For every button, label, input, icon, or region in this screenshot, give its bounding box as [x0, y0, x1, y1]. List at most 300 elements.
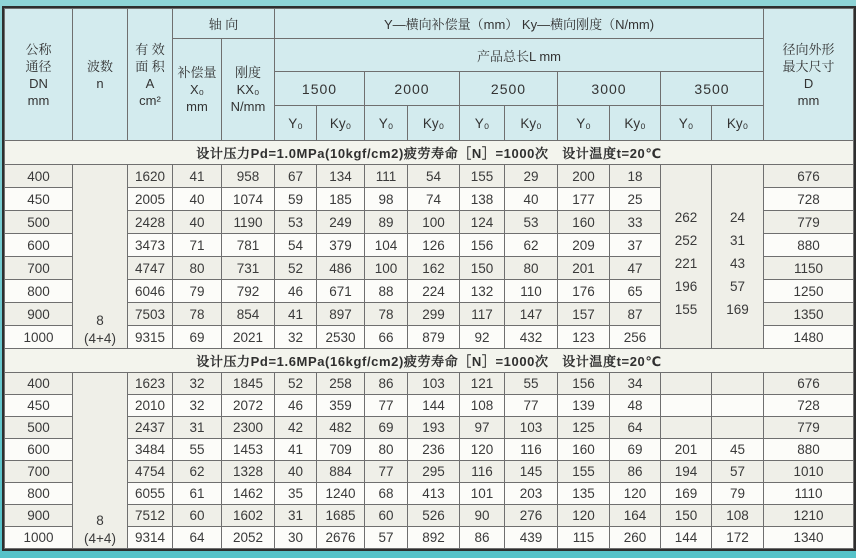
- cell-dn: 600: [5, 439, 73, 461]
- table-row: [5, 165, 854, 188]
- table-row: [5, 417, 854, 439]
- cell-y0-1500: 59: [275, 188, 317, 211]
- cell-y0-3000: 125: [558, 417, 610, 439]
- cell-ky0-2500: 62: [505, 234, 558, 257]
- cell-ky0-2500: 439: [505, 527, 558, 549]
- cell-d: 880: [764, 234, 854, 257]
- cell-ky0-3000: 86: [610, 461, 661, 483]
- cell-ky0-1500: 359: [317, 395, 365, 417]
- cell-y0-3500: 194: [661, 461, 712, 483]
- table-row: [5, 483, 854, 505]
- header-text: KX₀: [236, 82, 260, 97]
- cell-y0-3000: 139: [558, 395, 610, 417]
- cell-a: 3473: [128, 234, 173, 257]
- cell-ky0-3000: 18: [610, 165, 661, 188]
- cell-ky0-2000: 74: [408, 188, 460, 211]
- cell-ky0-3000: 65: [610, 280, 661, 303]
- cell-a: 2428: [128, 211, 173, 234]
- cell-ky0-2500: 77: [505, 395, 558, 417]
- floating-value: 196: [674, 279, 698, 294]
- cell-dn: 900: [5, 303, 73, 326]
- table-row: [5, 527, 854, 549]
- cell-x0: 71: [173, 234, 222, 257]
- cell-d: 728: [764, 395, 854, 417]
- cell-y0-3000: 135: [558, 483, 610, 505]
- cell-ky0-1500: 482: [317, 417, 365, 439]
- cell-ky0-2000: 162: [408, 257, 460, 280]
- header-text: DN: [29, 75, 48, 91]
- cell-y0-2500: 150: [460, 257, 505, 280]
- cell-kx0: 1074: [222, 188, 275, 211]
- cell-ky0-1500: 2530: [317, 326, 365, 349]
- floating-value: 252: [674, 233, 698, 248]
- cell-ky0-3500: 79: [712, 483, 764, 505]
- cell-ky0-2500: 29: [505, 165, 558, 188]
- cell-kx0: 731: [222, 257, 275, 280]
- cell-y0-1500: 30: [275, 527, 317, 549]
- cell-x0: 40: [173, 211, 222, 234]
- cell-d: 1350: [764, 303, 854, 326]
- wave-count-cell: [73, 373, 128, 549]
- cell-y0-1500: 40: [275, 461, 317, 483]
- cell-y0-2500: 116: [460, 461, 505, 483]
- cell-ky0-1500: 185: [317, 188, 365, 211]
- header-text: mm: [27, 92, 50, 108]
- cell-ky0-1500: 2676: [317, 527, 365, 549]
- cell-y0-3000: 120: [558, 505, 610, 527]
- cell-y0-3000: 200: [558, 165, 610, 188]
- cell-x0: 60: [173, 505, 222, 527]
- cell-y0-1500: 42: [275, 417, 317, 439]
- cell-y0-3000: 156: [558, 373, 610, 395]
- floating-values: [712, 206, 763, 348]
- cell-ky0-2500: 147: [505, 303, 558, 326]
- cell-y0-2000: 68: [365, 483, 408, 505]
- cell-dn: 450: [5, 395, 73, 417]
- floating-value: 262: [674, 210, 698, 225]
- length-header-3000: 3000: [558, 72, 661, 106]
- cell-ky0-3000: 47: [610, 257, 661, 280]
- wave-count-line: 8: [96, 313, 104, 328]
- table-body: [5, 141, 854, 549]
- cell-ky0-3000: 120: [610, 483, 661, 505]
- floating-values: [661, 206, 711, 348]
- cell-x0: 64: [173, 527, 222, 549]
- cell-a: 4754: [128, 461, 173, 483]
- cell-a: 1623: [128, 373, 173, 395]
- cell-d: 779: [764, 417, 854, 439]
- cell-y0-2500: 101: [460, 483, 505, 505]
- cell-ky0-3500-merged: [712, 165, 764, 349]
- subcol-ky0: Ky₀: [712, 106, 764, 141]
- cell-ky0-1500: 258: [317, 373, 365, 395]
- cell-ky0-2500: 53: [505, 211, 558, 234]
- cell-ky0-1500: 709: [317, 439, 365, 461]
- cell-ky0-2500: 203: [505, 483, 558, 505]
- cell-ky0-3000: 34: [610, 373, 661, 395]
- cell-ky0-3000: 164: [610, 505, 661, 527]
- cell-x0: 55: [173, 439, 222, 461]
- floating-value: 24: [729, 210, 746, 225]
- floating-value: 169: [726, 302, 749, 317]
- cell-d: 779: [764, 211, 854, 234]
- cell-y0-2500: 156: [460, 234, 505, 257]
- floating-value: 43: [729, 256, 746, 271]
- cell-y0-3000: 201: [558, 257, 610, 280]
- cell-kx0: 2300: [222, 417, 275, 439]
- header-text: mm: [797, 92, 820, 108]
- header-text: n: [96, 75, 104, 91]
- cell-ky0-3000: 25: [610, 188, 661, 211]
- cell-x0: 78: [173, 303, 222, 326]
- subcol-ky0: Ky₀: [610, 106, 661, 141]
- cell-y0-3000: 123: [558, 326, 610, 349]
- cell-y0-2500: 155: [460, 165, 505, 188]
- cell-y0-1500: 46: [275, 395, 317, 417]
- cell-d: 1340: [764, 527, 854, 549]
- cell-dn: 500: [5, 417, 73, 439]
- cell-ky0-3000: 260: [610, 527, 661, 549]
- cell-x0: 41: [173, 165, 222, 188]
- cell-y0-1500: 52: [275, 373, 317, 395]
- cell-y0-3500: [661, 373, 712, 395]
- table-row: [5, 461, 854, 483]
- wave-count-cell: [73, 165, 128, 349]
- cell-dn: 700: [5, 461, 73, 483]
- cell-d: 1110: [764, 483, 854, 505]
- cell-dn: 700: [5, 257, 73, 280]
- subcol-y0: Y₀: [460, 106, 505, 141]
- cell-y0-2000: 86: [365, 373, 408, 395]
- cell-kx0: 1602: [222, 505, 275, 527]
- header-text: 最大尺寸: [782, 58, 835, 74]
- cell-y0-2000: 88: [365, 280, 408, 303]
- cell-y0-2000: 100: [365, 257, 408, 280]
- cell-kx0: 792: [222, 280, 275, 303]
- section-title: 设计压力Pd=1.0MPa(10kgf/cm2)疲劳寿命［N］=1000次 设计温度t=20℃: [5, 141, 854, 165]
- cell-a: 4747: [128, 257, 173, 280]
- cell-kx0: 854: [222, 303, 275, 326]
- cell-y0-2500: 117: [460, 303, 505, 326]
- cell-ky0-3500: [712, 417, 764, 439]
- cell-ky0-3000: 69: [610, 439, 661, 461]
- cell-ky0-2500: 80: [505, 257, 558, 280]
- cell-y0-2000: 77: [365, 395, 408, 417]
- cell-ky0-2000: 100: [408, 211, 460, 234]
- cell-ky0-2000: 892: [408, 527, 460, 549]
- spec-table-frame: [2, 6, 856, 551]
- cell-y0-2000: 80: [365, 439, 408, 461]
- length-header-2500: 2500: [460, 72, 558, 106]
- floating-value: 155: [674, 302, 698, 317]
- cell-d: 728: [764, 188, 854, 211]
- table-header: [5, 9, 854, 141]
- cell-ky0-2500: 110: [505, 280, 558, 303]
- cell-d: 676: [764, 373, 854, 395]
- cell-ky0-1500: 1685: [317, 505, 365, 527]
- cell-y0-3500: 201: [661, 439, 712, 461]
- cell-dn: 400: [5, 165, 73, 188]
- cell-y0-2000: 111: [365, 165, 408, 188]
- table-row: [5, 505, 854, 527]
- cell-ky0-2500: 40: [505, 188, 558, 211]
- subcol-y0: Y₀: [558, 106, 610, 141]
- cell-y0-2500: 138: [460, 188, 505, 211]
- cell-x0: 62: [173, 461, 222, 483]
- header-text: 面 积: [135, 58, 165, 74]
- cell-ky0-1500: 884: [317, 461, 365, 483]
- cell-x0: 32: [173, 373, 222, 395]
- cell-d: 1210: [764, 505, 854, 527]
- cell-ky0-3000: 87: [610, 303, 661, 326]
- header-text: 通径: [25, 58, 52, 74]
- cell-kx0: 2052: [222, 527, 275, 549]
- cell-a: 1620: [128, 165, 173, 188]
- wave-count-line: 8: [96, 513, 104, 528]
- cell-y0-1500: 46: [275, 280, 317, 303]
- header-text: 补偿量: [177, 65, 217, 80]
- col-header-axial-stiffness: [222, 39, 275, 141]
- cell-d: 880: [764, 439, 854, 461]
- cell-x0: 61: [173, 483, 222, 505]
- cell-dn: 1000: [5, 527, 73, 549]
- floating-value: 221: [674, 256, 698, 271]
- cell-kx0: 781: [222, 234, 275, 257]
- section-title: 设计压力Pd=1.6MPa(16kgf/cm2)疲劳寿命［N］=1000次 设计温度t=20℃: [5, 349, 854, 373]
- cell-y0-2000: 60: [365, 505, 408, 527]
- cell-ky0-2000: 144: [408, 395, 460, 417]
- wave-count-line: (4+4): [84, 531, 116, 546]
- cell-kx0: 1453: [222, 439, 275, 461]
- table-row: [5, 395, 854, 417]
- cell-kx0: 1190: [222, 211, 275, 234]
- cell-y0-2000: 78: [365, 303, 408, 326]
- col-header-dn: [5, 9, 73, 141]
- cell-x0: 32: [173, 395, 222, 417]
- wave-count-line: (4+4): [84, 331, 116, 346]
- cell-a: 3484: [128, 439, 173, 461]
- cell-ky0-3500: 57: [712, 461, 764, 483]
- header-text: mm: [186, 99, 208, 114]
- cell-ky0-3000: 64: [610, 417, 661, 439]
- subcol-ky0: Ky₀: [317, 106, 365, 141]
- cell-ky0-2000: 54: [408, 165, 460, 188]
- cell-ky0-2000: 526: [408, 505, 460, 527]
- cell-ky0-1500: 379: [317, 234, 365, 257]
- cell-dn: 800: [5, 483, 73, 505]
- length-header-2000: 2000: [365, 72, 460, 106]
- cell-y0-2000: 104: [365, 234, 408, 257]
- cell-y0-3500: 169: [661, 483, 712, 505]
- col-header-wave-count: [73, 9, 128, 141]
- section-title-row: [5, 349, 854, 373]
- cell-ky0-3000: 37: [610, 234, 661, 257]
- cell-y0-2500: 92: [460, 326, 505, 349]
- cell-ky0-3000: 48: [610, 395, 661, 417]
- length-header-1500: 1500: [275, 72, 365, 106]
- cell-ky0-3500: [712, 395, 764, 417]
- cell-y0-2000: 57: [365, 527, 408, 549]
- cell-kx0: 1462: [222, 483, 275, 505]
- cell-y0-1500: 53: [275, 211, 317, 234]
- cell-y0-3500: [661, 417, 712, 439]
- header-text: cm²: [139, 92, 161, 108]
- cell-kx0: 2021: [222, 326, 275, 349]
- cell-y0-1500: 67: [275, 165, 317, 188]
- header-text: A: [145, 75, 155, 91]
- cell-y0-3000: 160: [558, 211, 610, 234]
- cell-d: 1010: [764, 461, 854, 483]
- subcol-y0: Y₀: [365, 106, 408, 141]
- col-header-outer-dim: [764, 9, 854, 141]
- cell-x0: 79: [173, 280, 222, 303]
- col-header-product-length: 产品总长L mm: [275, 39, 764, 72]
- cell-y0-3000: 177: [558, 188, 610, 211]
- cell-d: 1250: [764, 280, 854, 303]
- cell-ky0-2000: 295: [408, 461, 460, 483]
- col-header-effective-area: [128, 9, 173, 141]
- floating-value: 31: [729, 233, 746, 248]
- table-row: [5, 373, 854, 395]
- cell-kx0: 1845: [222, 373, 275, 395]
- header-text: X₀: [189, 82, 205, 97]
- subcol-y0: Y₀: [275, 106, 317, 141]
- cell-d: 676: [764, 165, 854, 188]
- cell-y0-3000: 157: [558, 303, 610, 326]
- cell-ky0-3000: 33: [610, 211, 661, 234]
- header-text: 刚度: [234, 65, 261, 80]
- cell-y0-2500: 120: [460, 439, 505, 461]
- cell-ky0-1500: 249: [317, 211, 365, 234]
- cell-ky0-2500: 276: [505, 505, 558, 527]
- cell-ky0-2000: 413: [408, 483, 460, 505]
- cell-ky0-3500: 108: [712, 505, 764, 527]
- cell-ky0-1500: 1240: [317, 483, 365, 505]
- cell-y0-3500: [661, 395, 712, 417]
- cell-dn: 400: [5, 373, 73, 395]
- floating-value: 57: [729, 279, 746, 294]
- cell-dn: 500: [5, 211, 73, 234]
- cell-y0-3000: 209: [558, 234, 610, 257]
- cell-ky0-3500: [712, 373, 764, 395]
- cell-y0-2500: 97: [460, 417, 505, 439]
- cell-y0-2500: 108: [460, 395, 505, 417]
- cell-x0: 40: [173, 188, 222, 211]
- spec-table: [4, 8, 854, 549]
- cell-y0-2000: 69: [365, 417, 408, 439]
- cell-y0-1500: 52: [275, 257, 317, 280]
- section-title-row: [5, 141, 854, 165]
- cell-a: 7512: [128, 505, 173, 527]
- cell-dn: 800: [5, 280, 73, 303]
- cell-y0-2500: 90: [460, 505, 505, 527]
- cell-y0-2500: 86: [460, 527, 505, 549]
- cell-y0-3000: 160: [558, 439, 610, 461]
- cell-ky0-2500: 55: [505, 373, 558, 395]
- cell-a: 6046: [128, 280, 173, 303]
- cell-ky0-3500: 172: [712, 527, 764, 549]
- cell-ky0-3000: 256: [610, 326, 661, 349]
- cell-y0-3000: 115: [558, 527, 610, 549]
- cell-kx0: 2072: [222, 395, 275, 417]
- cell-y0-3000: 155: [558, 461, 610, 483]
- cell-ky0-2000: 236: [408, 439, 460, 461]
- cell-ky0-2000: 103: [408, 373, 460, 395]
- cell-a: 2005: [128, 188, 173, 211]
- cell-ky0-2500: 103: [505, 417, 558, 439]
- cell-ky0-2500: 116: [505, 439, 558, 461]
- cell-d: 1480: [764, 326, 854, 349]
- cell-y0-3500: 144: [661, 527, 712, 549]
- cell-y0-1500: 31: [275, 505, 317, 527]
- cell-y0-2000: 89: [365, 211, 408, 234]
- cell-dn: 450: [5, 188, 73, 211]
- cell-y0-1500: 54: [275, 234, 317, 257]
- cell-y0-1500: 41: [275, 439, 317, 461]
- cell-y0-2500: 132: [460, 280, 505, 303]
- subcol-ky0: Ky₀: [505, 106, 558, 141]
- cell-x0: 80: [173, 257, 222, 280]
- table-row: [5, 439, 854, 461]
- col-header-axial: 轴 向: [173, 9, 275, 39]
- cell-a: 9314: [128, 527, 173, 549]
- cell-ky0-2000: 299: [408, 303, 460, 326]
- cell-y0-3500-merged: [661, 165, 712, 349]
- cell-dn: 900: [5, 505, 73, 527]
- cell-y0-1500: 32: [275, 326, 317, 349]
- cell-a: 9315: [128, 326, 173, 349]
- cell-ky0-1500: 671: [317, 280, 365, 303]
- cell-kx0: 958: [222, 165, 275, 188]
- cell-y0-2000: 98: [365, 188, 408, 211]
- cell-ky0-1500: 897: [317, 303, 365, 326]
- cell-x0: 31: [173, 417, 222, 439]
- cell-y0-2500: 124: [460, 211, 505, 234]
- cell-ky0-2000: 879: [408, 326, 460, 349]
- cell-d: 1150: [764, 257, 854, 280]
- header-text: N/mm: [230, 99, 266, 114]
- cell-ky0-2500: 145: [505, 461, 558, 483]
- cell-a: 6055: [128, 483, 173, 505]
- cell-a: 2010: [128, 395, 173, 417]
- cell-y0-2000: 77: [365, 461, 408, 483]
- header-text: 有 效: [135, 41, 165, 57]
- header-text: 径向外形: [782, 41, 835, 57]
- cell-y0-3000: 176: [558, 280, 610, 303]
- subcol-ky0: Ky₀: [408, 106, 460, 141]
- cell-y0-2000: 66: [365, 326, 408, 349]
- cell-a: 2437: [128, 417, 173, 439]
- header-text: 公称: [25, 41, 52, 57]
- cell-ky0-2000: 126: [408, 234, 460, 257]
- cell-y0-1500: 35: [275, 483, 317, 505]
- subcol-y0: Y₀: [661, 106, 712, 141]
- cell-dn: 1000: [5, 326, 73, 349]
- col-header-axial-compensation: [173, 39, 222, 141]
- cell-ky0-1500: 134: [317, 165, 365, 188]
- cell-ky0-2000: 193: [408, 417, 460, 439]
- cell-x0: 69: [173, 326, 222, 349]
- cell-y0-3500: 150: [661, 505, 712, 527]
- cell-ky0-3500: 45: [712, 439, 764, 461]
- cell-ky0-2000: 224: [408, 280, 460, 303]
- cell-dn: 600: [5, 234, 73, 257]
- cell-a: 7503: [128, 303, 173, 326]
- length-header-3500: 3500: [661, 72, 764, 106]
- cell-ky0-1500: 486: [317, 257, 365, 280]
- header-text: 波数: [86, 58, 113, 74]
- cell-kx0: 1328: [222, 461, 275, 483]
